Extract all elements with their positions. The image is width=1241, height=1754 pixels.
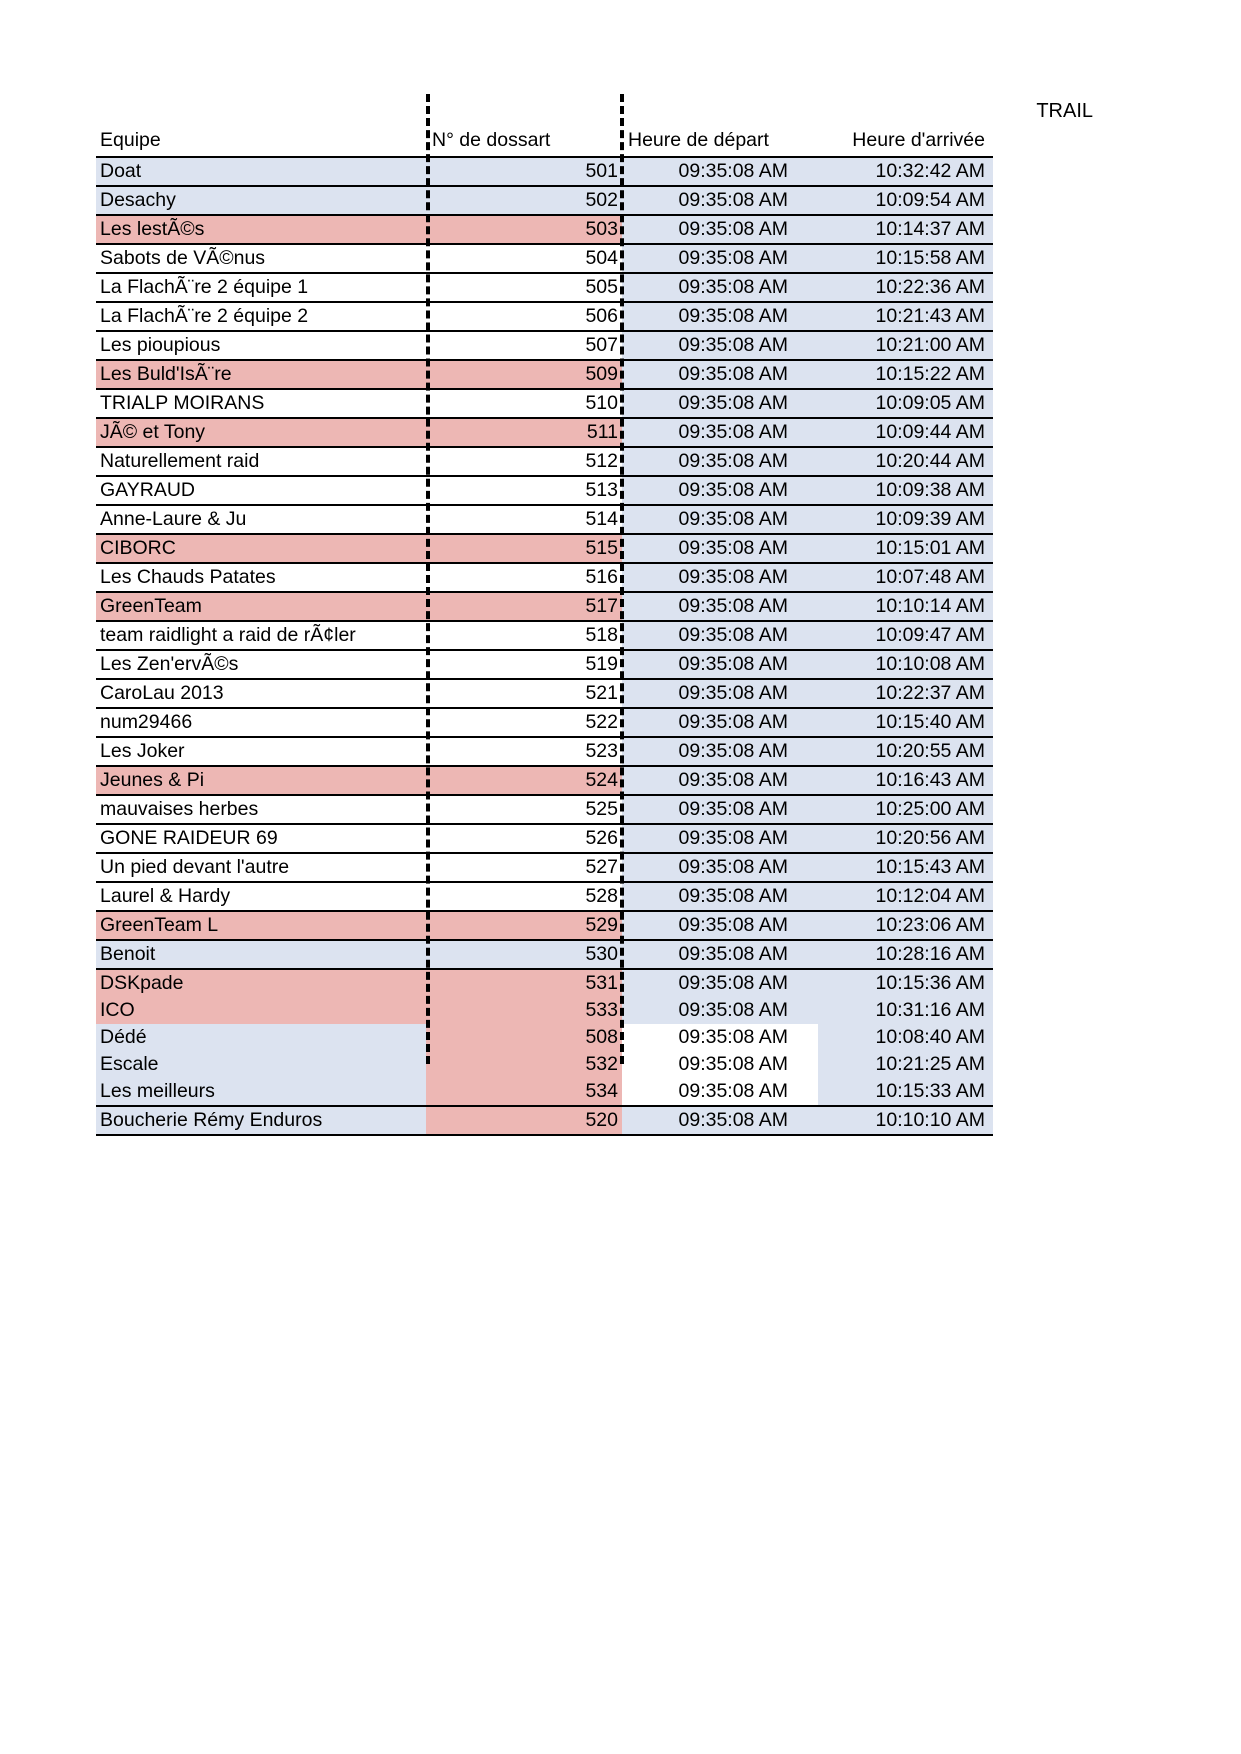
table-row: [96, 534, 993, 563]
table-header: [96, 126, 993, 157]
cell-bib: 514: [426, 505, 622, 534]
cell-bib: 515: [426, 534, 622, 563]
table-row: [96, 679, 993, 708]
cell-finish-time: 10:25:00 AM: [818, 795, 993, 824]
table-row: [96, 824, 993, 853]
cell-start-time: 09:35:08 AM: [622, 447, 818, 476]
cell-bib: 510: [426, 389, 622, 418]
cell-bib: 516: [426, 563, 622, 592]
cell-start-time: 09:35:08 AM: [622, 882, 818, 911]
cell-bib: 534: [426, 1078, 622, 1106]
cell-bib: 518: [426, 621, 622, 650]
cell-finish-time: 10:09:44 AM: [818, 418, 993, 447]
table-row: [96, 737, 993, 766]
table-row: [96, 997, 993, 1024]
cell-finish-time: 10:07:48 AM: [818, 563, 993, 592]
cell-bib: 523: [426, 737, 622, 766]
table-row: [96, 911, 993, 940]
cell-start-time: 09:35:08 AM: [622, 215, 818, 244]
cell-team: La FlachÃ¨re 2 équipe 1: [96, 273, 426, 302]
cell-bib: 521: [426, 679, 622, 708]
cell-bib: 520: [426, 1106, 622, 1135]
cell-team: num29466: [96, 708, 426, 737]
cell-team: Sabots de VÃ©nus: [96, 244, 426, 273]
cell-finish-time: 10:15:01 AM: [818, 534, 993, 563]
cell-team: JÃ© et Tony: [96, 418, 426, 447]
cell-start-time: 09:35:08 AM: [622, 737, 818, 766]
cell-finish-time: 10:20:56 AM: [818, 824, 993, 853]
table-row: [96, 563, 993, 592]
cell-start-time: 09:35:08 AM: [622, 418, 818, 447]
cell-finish-time: 10:28:16 AM: [818, 940, 993, 969]
cell-finish-time: 10:15:33 AM: [818, 1078, 993, 1106]
table-row: [96, 795, 993, 824]
cell-team: mauvaises herbes: [96, 795, 426, 824]
table-row: [96, 853, 993, 882]
cell-start-time: 09:35:08 AM: [622, 766, 818, 795]
cell-bib: 509: [426, 360, 622, 389]
cell-bib: 513: [426, 476, 622, 505]
cell-finish-time: 10:32:42 AM: [818, 157, 993, 186]
table-row: [96, 273, 993, 302]
cell-bib: 503: [426, 215, 622, 244]
cell-start-time: 09:35:08 AM: [622, 563, 818, 592]
table-row: [96, 1051, 993, 1078]
cell-start-time: 09:35:08 AM: [622, 157, 818, 186]
cell-finish-time: 10:31:16 AM: [818, 997, 993, 1024]
table-row: [96, 882, 993, 911]
cell-start-time: 09:35:08 AM: [622, 273, 818, 302]
table-row: [96, 360, 993, 389]
table-row: [96, 447, 993, 476]
cell-team: Laurel & Hardy: [96, 882, 426, 911]
cell-finish-time: 10:20:55 AM: [818, 737, 993, 766]
table-row: [96, 186, 993, 215]
cell-team: GAYRAUD: [96, 476, 426, 505]
table-row: [96, 244, 993, 273]
cell-bib: 533: [426, 997, 622, 1024]
column-header-team: Equipe: [96, 126, 426, 157]
cell-bib: 522: [426, 708, 622, 737]
cell-finish-time: 10:14:37 AM: [818, 215, 993, 244]
table-row: [96, 302, 993, 331]
cell-team: ICO: [96, 997, 426, 1024]
cell-bib: 519: [426, 650, 622, 679]
cell-bib: 532: [426, 1051, 622, 1078]
cell-bib: 531: [426, 969, 622, 997]
table-row: [96, 418, 993, 447]
cell-start-time: 09:35:08 AM: [622, 911, 818, 940]
cell-start-time: 09:35:08 AM: [622, 708, 818, 737]
cell-bib: 525: [426, 795, 622, 824]
cell-start-time: 09:35:08 AM: [622, 853, 818, 882]
cell-finish-time: 10:08:40 AM: [818, 1024, 993, 1051]
cell-team: Desachy: [96, 186, 426, 215]
cell-team: Jeunes & Pi: [96, 766, 426, 795]
cell-bib: 508: [426, 1024, 622, 1051]
cell-start-time: 09:35:08 AM: [622, 679, 818, 708]
table-body: [96, 157, 993, 1135]
cell-finish-time: 10:15:40 AM: [818, 708, 993, 737]
results-table: [96, 126, 993, 1136]
cell-bib: 505: [426, 273, 622, 302]
cell-bib: 530: [426, 940, 622, 969]
cell-finish-time: 10:09:05 AM: [818, 389, 993, 418]
cell-finish-time: 10:10:10 AM: [818, 1106, 993, 1135]
cell-finish-time: 10:21:25 AM: [818, 1051, 993, 1078]
cell-start-time: 09:35:08 AM: [622, 997, 818, 1024]
cell-team: GONE RAIDEUR 69: [96, 824, 426, 853]
cell-finish-time: 10:15:58 AM: [818, 244, 993, 273]
cell-bib: 507: [426, 331, 622, 360]
cell-team: Escale: [96, 1051, 426, 1078]
table-row: [96, 621, 993, 650]
cell-start-time: 09:35:08 AM: [622, 1024, 818, 1051]
cell-finish-time: 10:20:44 AM: [818, 447, 993, 476]
cell-team: GreenTeam L: [96, 911, 426, 940]
table-row: [96, 157, 993, 186]
cell-start-time: 09:35:08 AM: [622, 824, 818, 853]
table-row: [96, 1078, 993, 1106]
cell-team: TRIALP MOIRANS: [96, 389, 426, 418]
cell-team: CaroLau 2013: [96, 679, 426, 708]
cell-finish-time: 10:21:43 AM: [818, 302, 993, 331]
table-row: [96, 650, 993, 679]
cell-start-time: 09:35:08 AM: [622, 331, 818, 360]
cell-start-time: 09:35:08 AM: [622, 244, 818, 273]
cell-start-time: 09:35:08 AM: [622, 1078, 818, 1106]
table-row: [96, 389, 993, 418]
table-row: [96, 940, 993, 969]
cell-team: Les pioupious: [96, 331, 426, 360]
cell-finish-time: 10:15:43 AM: [818, 853, 993, 882]
cell-finish-time: 10:22:37 AM: [818, 679, 993, 708]
cell-bib: 512: [426, 447, 622, 476]
cell-finish-time: 10:10:14 AM: [818, 592, 993, 621]
cell-team: Les lestÃ©s: [96, 215, 426, 244]
cell-start-time: 09:35:08 AM: [622, 505, 818, 534]
cell-team: Les Buld'IsÃ¨re: [96, 360, 426, 389]
cell-bib: 504: [426, 244, 622, 273]
cell-start-time: 09:35:08 AM: [622, 302, 818, 331]
cell-bib: 529: [426, 911, 622, 940]
table-row: [96, 766, 993, 795]
cell-bib: 506: [426, 302, 622, 331]
cell-team: Doat: [96, 157, 426, 186]
cell-team: Un pied devant l'autre: [96, 853, 426, 882]
table-row: [96, 215, 993, 244]
cell-team: DSKpade: [96, 969, 426, 997]
column-header-start: Heure de départ: [622, 126, 818, 157]
cell-bib: 528: [426, 882, 622, 911]
cell-finish-time: 10:22:36 AM: [818, 273, 993, 302]
table-row: [96, 476, 993, 505]
cell-team: Anne-Laure & Ju: [96, 505, 426, 534]
cell-bib: 524: [426, 766, 622, 795]
cell-finish-time: 10:21:00 AM: [818, 331, 993, 360]
cell-team: GreenTeam: [96, 592, 426, 621]
cell-team: Les meilleurs: [96, 1078, 426, 1106]
table-row: [96, 1106, 993, 1135]
cell-bib: 502: [426, 186, 622, 215]
cell-start-time: 09:35:08 AM: [622, 186, 818, 215]
cell-team: Benoit: [96, 940, 426, 969]
cell-team: Boucherie Rémy Enduros: [96, 1106, 426, 1135]
cell-team: La FlachÃ¨re 2 équipe 2: [96, 302, 426, 331]
cell-start-time: 09:35:08 AM: [622, 795, 818, 824]
cell-start-time: 09:35:08 AM: [622, 969, 818, 997]
cell-bib: 517: [426, 592, 622, 621]
table-row: [96, 592, 993, 621]
cell-start-time: 09:35:08 AM: [622, 592, 818, 621]
cell-start-time: 09:35:08 AM: [622, 1051, 818, 1078]
cell-team: CIBORC: [96, 534, 426, 563]
cell-finish-time: 10:12:04 AM: [818, 882, 993, 911]
cell-start-time: 09:35:08 AM: [622, 621, 818, 650]
cell-team: Les Chauds Patates: [96, 563, 426, 592]
cell-bib: 526: [426, 824, 622, 853]
column-header-bib: N° de dossart: [426, 126, 622, 157]
cell-team: Les Zen'ervÃ©s: [96, 650, 426, 679]
cell-finish-time: 10:10:08 AM: [818, 650, 993, 679]
table-row: [96, 331, 993, 360]
cell-finish-time: 10:23:06 AM: [818, 911, 993, 940]
cell-start-time: 09:35:08 AM: [622, 476, 818, 505]
cell-finish-time: 10:16:43 AM: [818, 766, 993, 795]
table-row: [96, 969, 993, 997]
cell-team: Dédé: [96, 1024, 426, 1051]
cell-bib: 527: [426, 853, 622, 882]
cell-finish-time: 10:15:22 AM: [818, 360, 993, 389]
cell-start-time: 09:35:08 AM: [622, 534, 818, 563]
cell-start-time: 09:35:08 AM: [622, 389, 818, 418]
cell-finish-time: 10:09:54 AM: [818, 186, 993, 215]
header-row: [96, 126, 993, 157]
cell-start-time: 09:35:08 AM: [622, 360, 818, 389]
cell-start-time: 09:35:08 AM: [622, 940, 818, 969]
cell-finish-time: 10:09:47 AM: [818, 621, 993, 650]
cell-team: team raidlight a raid de rÃ¢ler: [96, 621, 426, 650]
cell-bib: 511: [426, 418, 622, 447]
table-row: [96, 1024, 993, 1051]
cell-finish-time: 10:09:39 AM: [818, 505, 993, 534]
cell-team: Les Joker: [96, 737, 426, 766]
table-row: [96, 708, 993, 737]
cell-finish-time: 10:09:38 AM: [818, 476, 993, 505]
sheet-title: TRAIL: [1036, 100, 1093, 122]
table-row: [96, 505, 993, 534]
cell-bib: 501: [426, 157, 622, 186]
cell-start-time: 09:35:08 AM: [622, 1106, 818, 1135]
cell-team: Naturellement raid: [96, 447, 426, 476]
cell-start-time: 09:35:08 AM: [622, 650, 818, 679]
cell-finish-time: 10:15:36 AM: [818, 969, 993, 997]
column-header-finish: Heure d'arrivée: [818, 126, 993, 157]
